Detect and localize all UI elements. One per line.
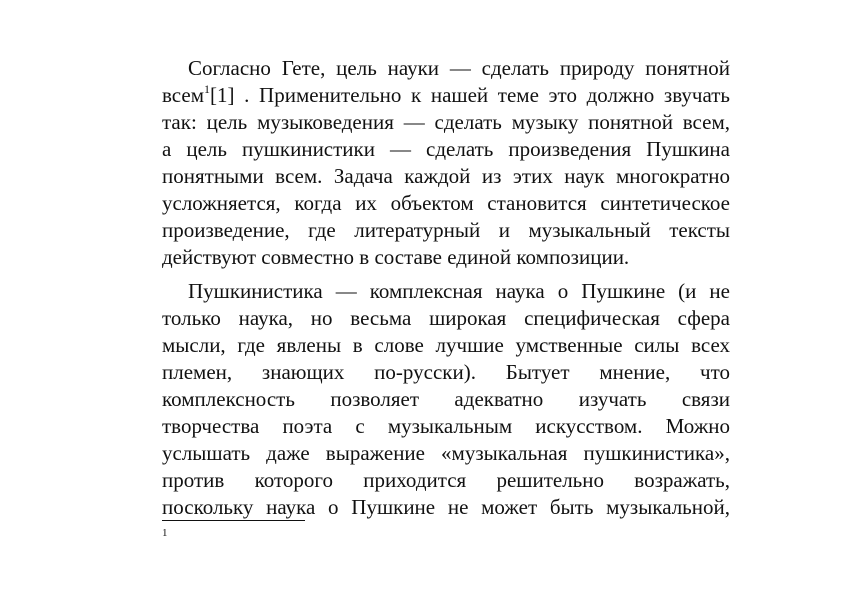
text-line: а цель пушкинистики — сделать произведения Пушкина: [162, 137, 730, 161]
footnote-reference[interactable]: 1: [203, 82, 210, 96]
text-line: творчества поэта с музыкальным искусством. Можно: [162, 414, 730, 438]
text-line: комплексность позволяет адекватно изучать связи: [162, 387, 730, 411]
text-line: [162, 82, 730, 109]
body-text: [162, 55, 730, 521]
footnote-separator: [162, 520, 305, 521]
text-line: поскольку наука о Пушкине не может быть музыкальной,: [162, 495, 730, 519]
text-line: произведение, где литературный и музыкальный тексты: [162, 218, 730, 242]
text-line: усложняется, когда их объектом становится синтетическое: [162, 191, 730, 215]
text-line: против которого приходится решительно возражать,: [162, 468, 730, 492]
text-line: Пушкинистика — комплексная наука о Пушкине (и не: [188, 279, 730, 303]
citation-reference[interactable]: [1]: [209, 83, 235, 107]
text-line: действуют совместно в составе единой композиции.: [162, 245, 630, 269]
line-rest: . Применительно к нашей теме это должно звучать: [244, 83, 730, 107]
text-line: так: цель музыковедения — сделать музыку понятной всем,: [162, 110, 730, 134]
text-line: мысли, где явлены в слове лучшие умственные силы всех: [162, 333, 730, 357]
text-line: услышать даже выражение «музыкальная пушкинистика»,: [162, 441, 730, 465]
text-line: племен, знающих по-русски). Бытует мнение, что: [162, 360, 730, 384]
text-line: только наука, но весьма широкая специфическая сфера: [162, 306, 730, 330]
line-prefix: всем: [162, 83, 204, 107]
footnote-number: 1: [162, 527, 168, 539]
text-line: понятными всем. Задача каждой из этих наук многократно: [162, 164, 730, 188]
paragraph-1: [162, 55, 730, 271]
paragraph-gap: [162, 271, 730, 278]
paragraph-2: [162, 278, 730, 521]
text-line: Согласно Гете, цель науки — сделать природу понятной: [188, 56, 730, 80]
